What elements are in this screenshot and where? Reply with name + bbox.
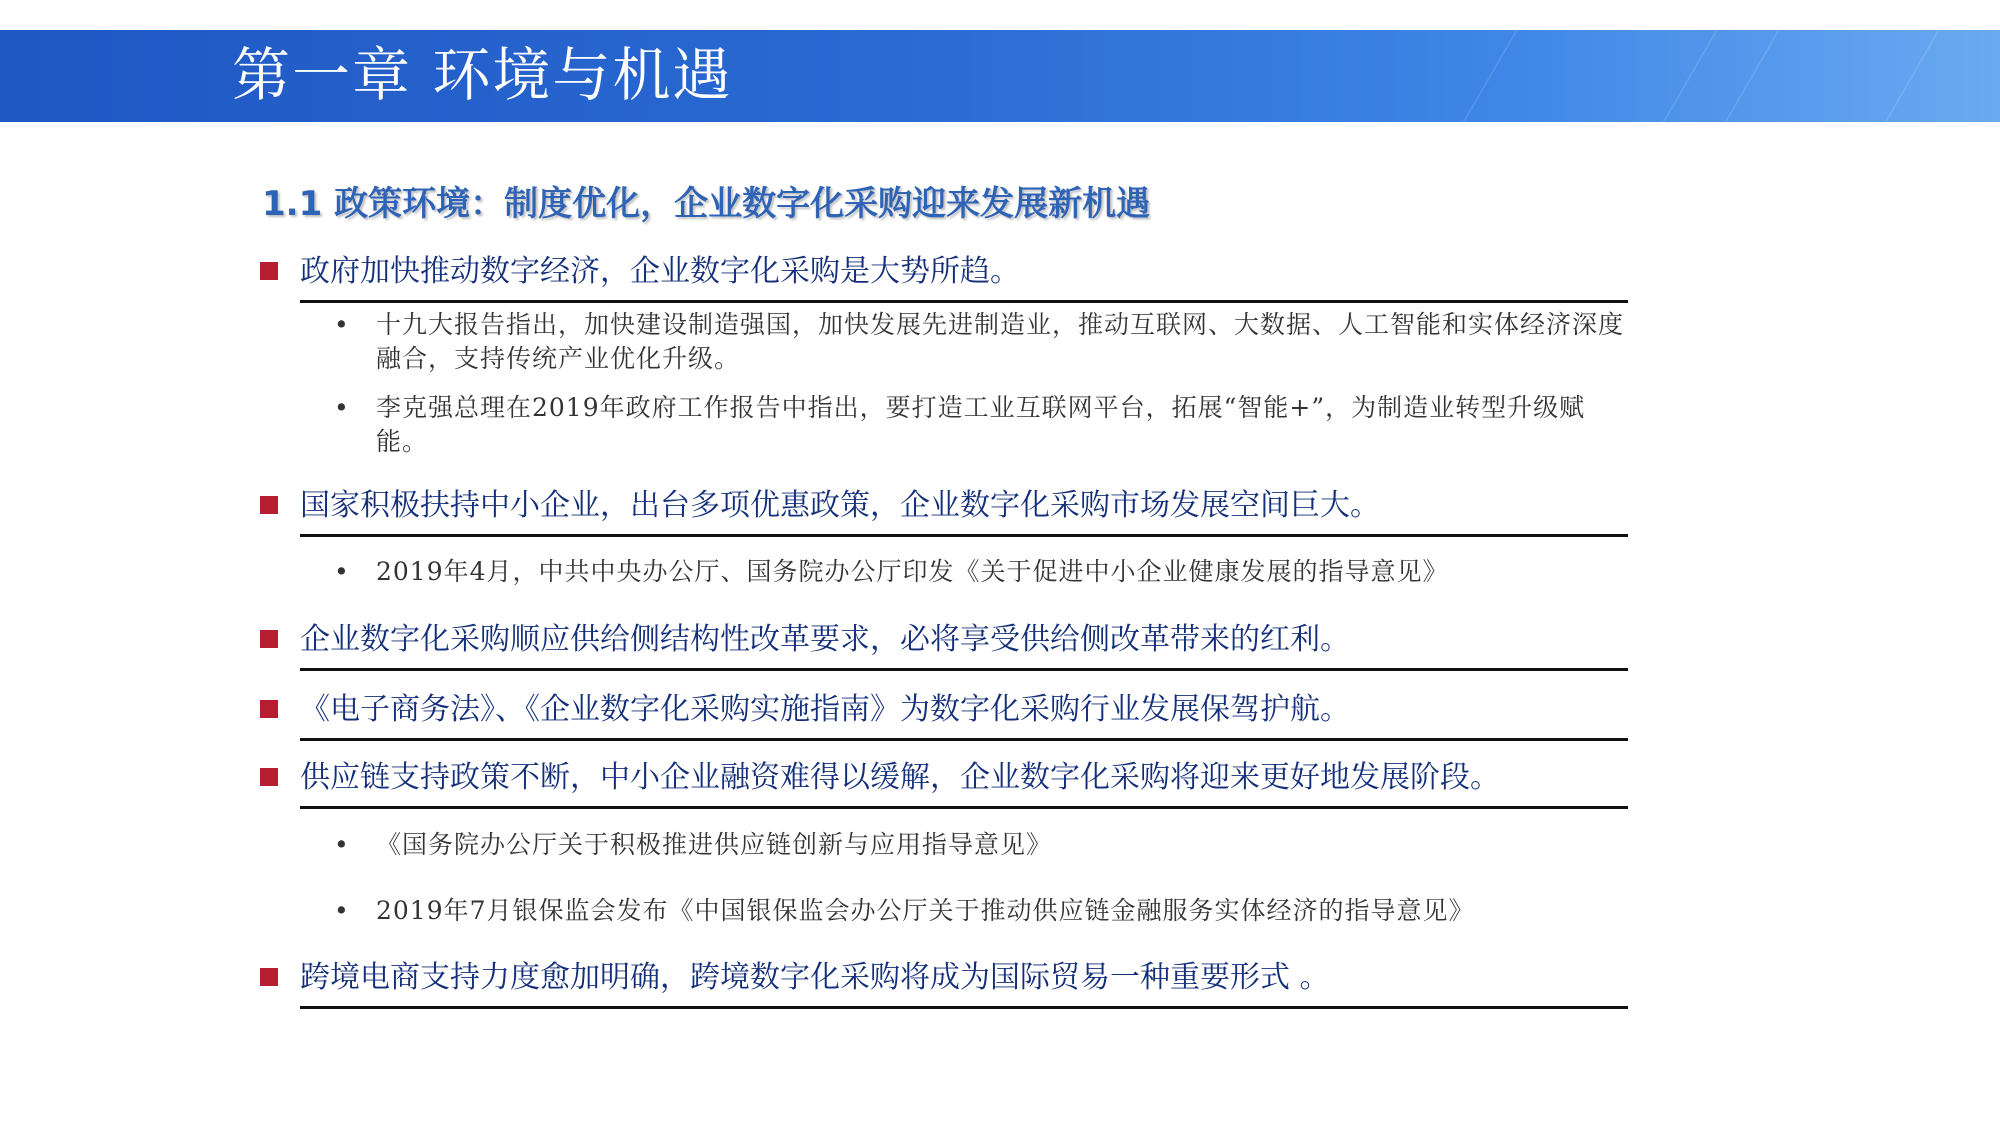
- underline: [300, 806, 1628, 809]
- chapter-banner: [0, 30, 2000, 122]
- bullet-icon: •: [334, 393, 350, 422]
- underline: [300, 1006, 1628, 1009]
- square-bullet-icon: [260, 496, 278, 514]
- square-bullet-icon: [260, 968, 278, 986]
- square-bullet-icon: [260, 768, 278, 786]
- sub-point-text: 2019年7月银保监会发布《中国银保监会办公厅关于推动供应链金融服务实体经济的指导意见》: [376, 896, 1475, 925]
- underline: [300, 534, 1628, 537]
- sub-point-text: 2019年4月，中共中央办公厅、国务院办公厅印发《关于促进中小企业健康发展的指导意见》: [376, 557, 1449, 586]
- square-bullet-icon: [260, 700, 278, 718]
- sub-point-text: 十九大报告指出，加快建设制造强国，加快发展先进制造业，推动互联网、大数据、人工智能和实体经济深度融合，支持传统产业优化升级。: [376, 310, 1625, 373]
- underline: [300, 300, 1628, 303]
- bullet-icon: •: [334, 896, 350, 925]
- bullet-icon: •: [334, 830, 350, 859]
- square-bullet-icon: [260, 262, 278, 280]
- chapter-title: 第一章 环境与机遇: [232, 41, 733, 109]
- sub-point-text: 李克强总理在2019年政府工作报告中指出，要打造工业互联网平台，拓展“智能+”，为制造业转型升级赋能。: [376, 393, 1586, 456]
- key-point-text: 跨境电商支持力度愈加明确，跨境数字化采购将成为国际贸易一种重要形式 。: [300, 960, 1330, 995]
- key-point-text: 《电子商务法》、《企业数字化采购实施指南》为数字化采购行业发展保驾护航。: [300, 692, 1350, 727]
- section-heading: 1.1 政策环境：制度优化，企业数字化采购迎来发展新机遇: [262, 184, 1151, 224]
- key-point-text: 企业数字化采购顺应供给侧结构性改革要求，必将享受供给侧改革带来的红利。: [300, 622, 1350, 657]
- key-point-text: 国家积极扶持中小企业，出台多项优惠政策，企业数字化采购市场发展空间巨大。: [300, 488, 1380, 523]
- square-bullet-icon: [260, 630, 278, 648]
- key-point-text: 供应链支持政策不断，中小企业融资难得以缓解，企业数字化采购将迎来更好地发展阶段。: [300, 760, 1500, 795]
- sub-point-text: 《国务院办公厅关于积极推进供应链创新与应用指导意见》: [376, 830, 1053, 859]
- bullet-icon: •: [334, 557, 350, 586]
- key-point-text: 政府加快推动数字经济，企业数字化采购是大势所趋。: [300, 254, 1020, 289]
- bullet-icon: •: [334, 310, 350, 339]
- underline: [300, 738, 1628, 741]
- underline: [300, 668, 1628, 671]
